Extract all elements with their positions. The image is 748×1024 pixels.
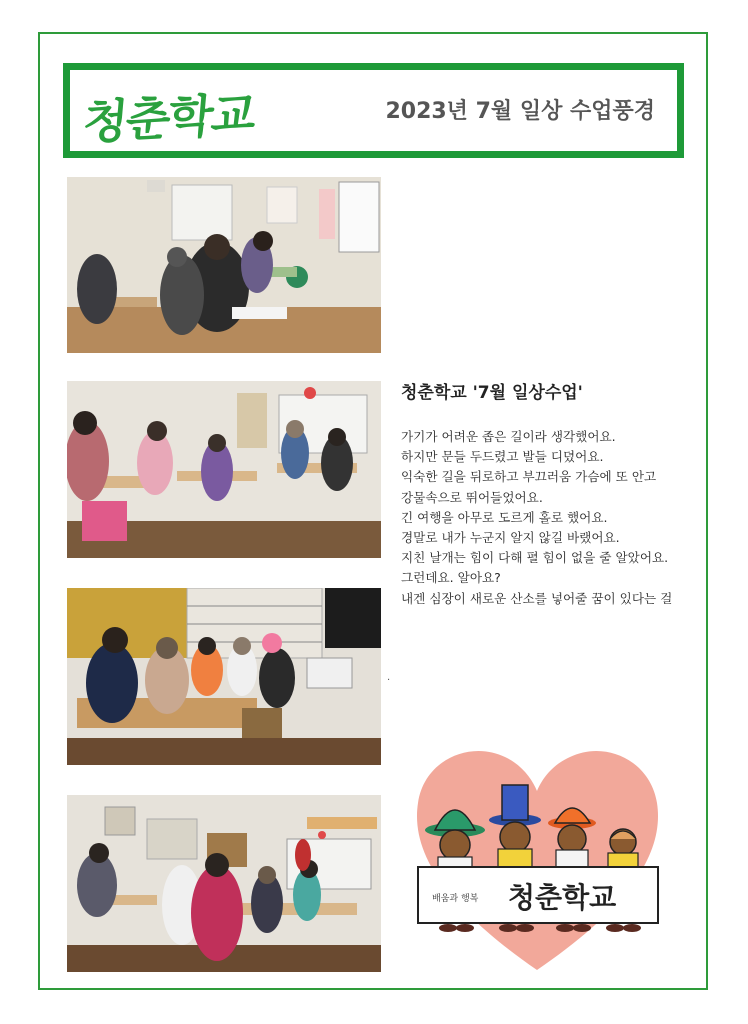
class-photo-1 bbox=[67, 177, 381, 353]
article-line: 강물속으로 뛰어들었어요. bbox=[401, 489, 543, 505]
article-line: 가기가 어려운 좁은 길이라 생각했어요. bbox=[401, 429, 616, 444]
page-title: 2023년 7월 일상 수업풍경 bbox=[385, 99, 655, 124]
banner-main-text: 청춘학교 bbox=[508, 881, 617, 914]
article-line: 익숙한 길을 뒤로하고 부끄러움 가슴에 또 안고 bbox=[401, 469, 657, 485]
logo-text: 청춘학교 bbox=[80, 86, 257, 150]
article-line: 그런데요. 알아요? bbox=[401, 570, 501, 586]
article-line: 내겐 심장이 새로운 산소를 넣어줄 꿈이 있다는 걸 bbox=[401, 590, 673, 606]
class-photo-3 bbox=[67, 588, 381, 765]
class-photo-4 bbox=[67, 795, 381, 972]
article-line: 긴 여행을 아무로 도르게 홀로 했어요. bbox=[401, 509, 608, 525]
stray-dot: . bbox=[387, 672, 391, 683]
mascot-heart-illustration bbox=[410, 735, 665, 975]
class-photo-2 bbox=[67, 381, 381, 558]
article-title: 청춘학교 '7월 일상수업' bbox=[401, 383, 583, 403]
article-line: 지친 날개는 힘이 다해 펼 힘이 없을 줄 알았어요. bbox=[401, 550, 669, 566]
header-banner bbox=[63, 63, 684, 158]
article-body bbox=[401, 427, 701, 609]
banner-small-text: 배움과 행복 bbox=[432, 894, 479, 904]
article-line: 경말로 내가 누군지 알지 않길 바랬어요. bbox=[401, 530, 620, 546]
article-line: 하지만 문들 두드렸고 발들 디뎠어요. bbox=[401, 449, 604, 465]
